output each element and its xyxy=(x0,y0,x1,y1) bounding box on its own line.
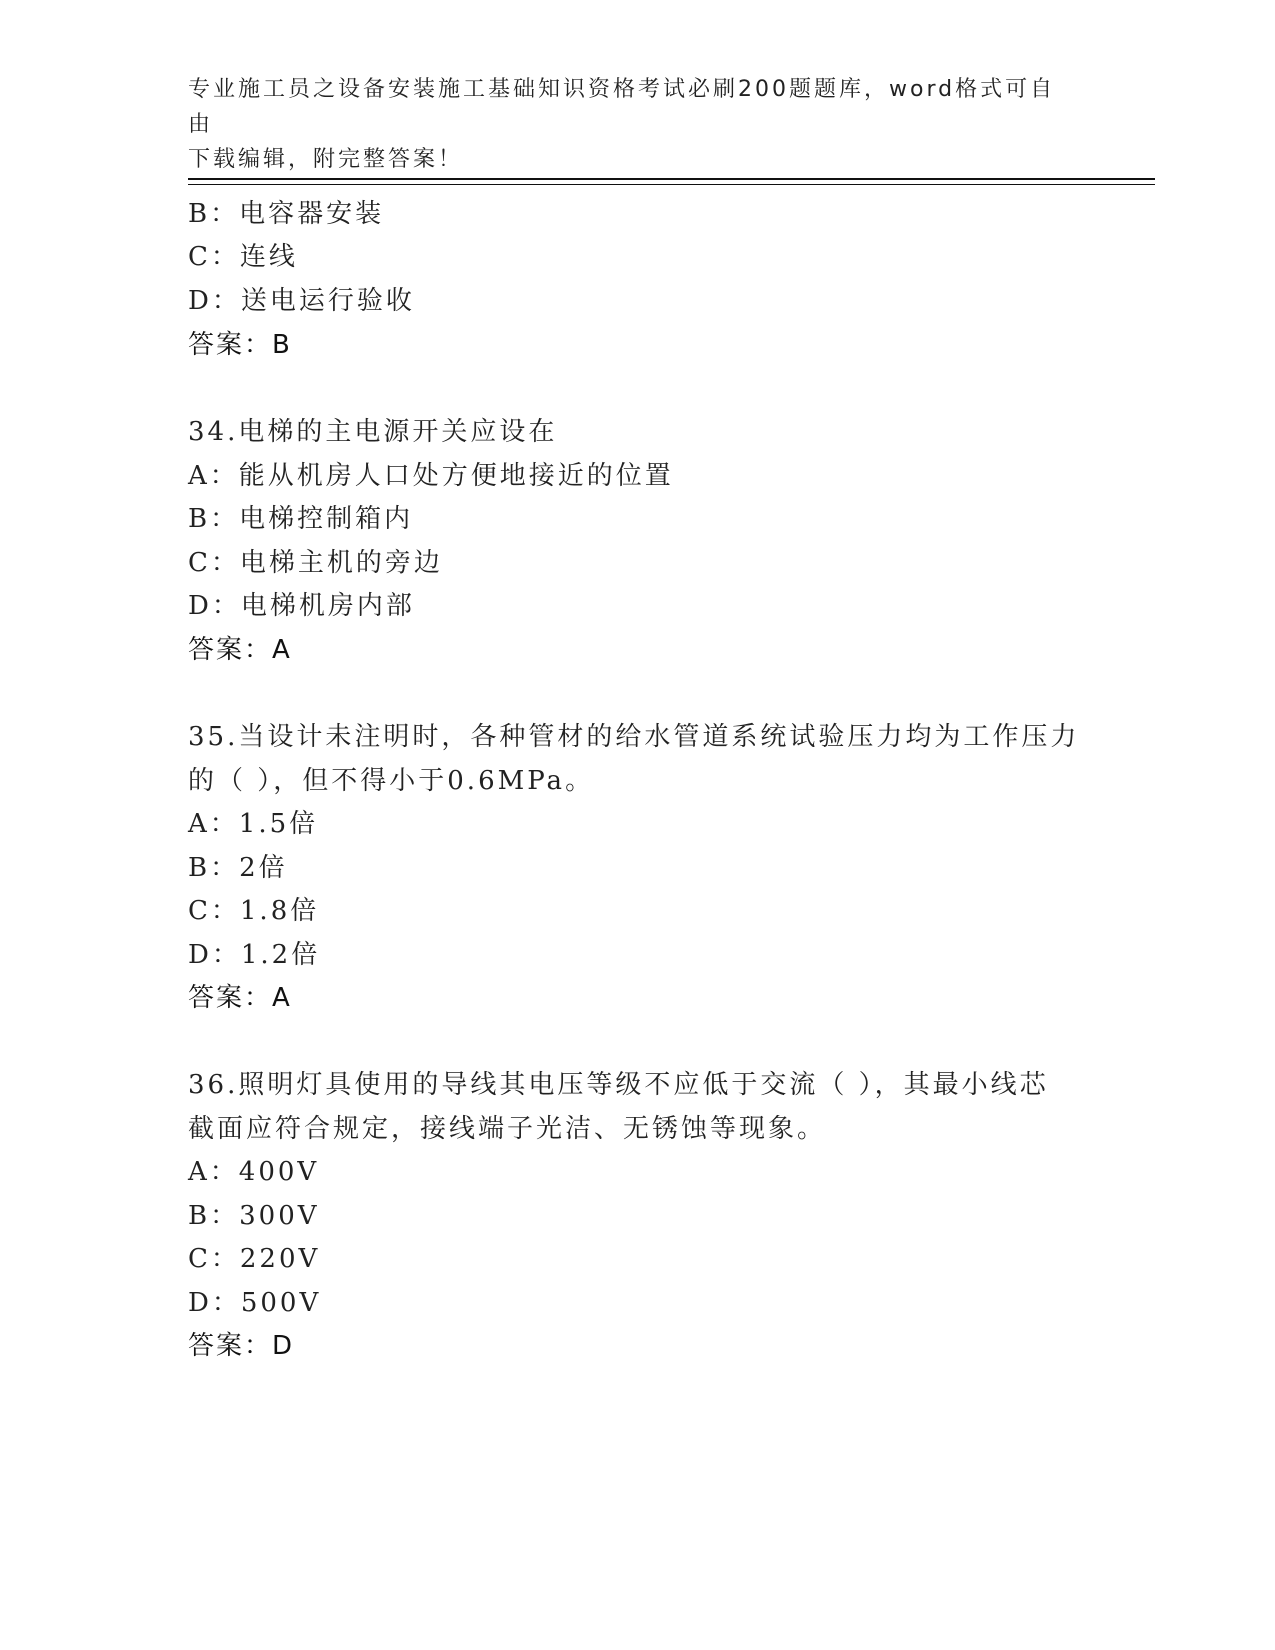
q36-option-b: B：300V xyxy=(188,1201,320,1231)
q34-stem: 34.电梯的主电源开关应设在 xyxy=(188,417,558,447)
q33-option-b: B：电容器安装 xyxy=(188,199,385,229)
document-header xyxy=(188,72,1078,177)
q36-answer: 答案：D xyxy=(188,1331,295,1361)
q35-option-a: A：1.5倍 xyxy=(188,809,319,839)
q34-option-b: B：电梯控制箱内 xyxy=(188,504,414,534)
q34-option-c: C：电梯主机的旁边 xyxy=(188,548,443,578)
header-rule-thick xyxy=(188,178,1155,180)
q34-answer: 答案：A xyxy=(188,635,292,665)
q33-answer: 答案：B xyxy=(188,330,292,360)
q33-option-d: D：送电运行验收 xyxy=(188,286,415,316)
q35-option-b: B：2倍 xyxy=(188,853,288,883)
q36-option-a: A：400V xyxy=(188,1157,320,1187)
q36-stem-line-1: 36.照明灯具使用的导线其电压等级不应低于交流（ ），其最小线芯 xyxy=(188,1070,1049,1100)
q35-answer: 答案：A xyxy=(188,983,292,1013)
q36-option-c: C：220V xyxy=(188,1244,321,1274)
q35-option-d: D：1.2倍 xyxy=(188,940,321,970)
q35-stem-line-1: 35.当设计未注明时，各种管材的给水管道系统试验压力均为工作压力 xyxy=(188,722,1080,752)
q34-option-a: A：能从机房人口处方便地接近的位置 xyxy=(188,461,674,491)
header-line-1: 专业施工员之设备安装施工基础知识资格考试必刷200题题库，word格式可自由 xyxy=(188,77,1056,137)
header-rule-thin xyxy=(188,184,1155,185)
q35-stem-line-2: 的（ ），但不得小于0.6MPa。 xyxy=(188,766,595,796)
q34-option-d: D：电梯机房内部 xyxy=(188,591,415,621)
q33-option-c: C：连线 xyxy=(188,242,298,272)
q36-stem-line-2: 截面应符合规定，接线端子光洁、无锈蚀等现象。 xyxy=(188,1114,827,1144)
header-line-2: 下载编辑，附完整答案！ xyxy=(188,147,464,172)
q36-option-d: D：500V xyxy=(188,1288,322,1318)
q35-option-c: C：1.8倍 xyxy=(188,896,320,926)
